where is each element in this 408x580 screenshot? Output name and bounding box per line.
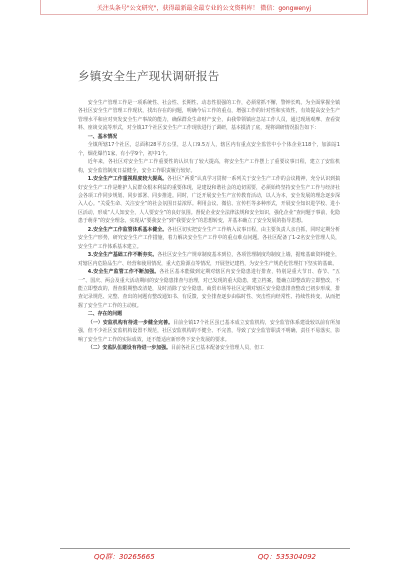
paragraph-lead: 3.安全生产基础工作不断夯实。 bbox=[87, 252, 158, 259]
qq-group-text: QQ群：30265665 bbox=[94, 552, 155, 561]
paragraph-lead: （一）安监机构有待进一步健全完善。 bbox=[87, 319, 174, 326]
header-banner: 关注头条号"公文研究"，获得最新最全最专业的公文资料库！ 微信：gongwenyj bbox=[40, 0, 368, 15]
paragraph-text: 全镇所辖17个社区，总面积28平方公里，总人口9.5万人，辖区内有重点安全监管中小个体企业118个，加油站1个，烟花爆竹1家，有小学9个，初中1个。 bbox=[78, 142, 340, 157]
section-heading bbox=[78, 133, 340, 141]
body-paragraph bbox=[78, 344, 340, 352]
body-paragraph bbox=[78, 319, 340, 344]
body-paragraph bbox=[78, 251, 340, 268]
body-paragraph bbox=[78, 226, 340, 251]
paragraph-lead: （二）安监队伍建设有待进一步加强。 bbox=[87, 345, 171, 352]
body-paragraph bbox=[78, 99, 340, 133]
qq-text: QQ：535304092 bbox=[257, 552, 316, 561]
paragraph-text: 各社区安全生产规章制度基本到位，各项管理制度均制度上墙，据账基础资料健全，对辖区内危险品生产、经营和使用情况，重大危险源点等情况，开展登记建档，为安全生产规范化管理打下坚实的基础。 bbox=[78, 252, 340, 267]
report-body bbox=[78, 99, 340, 353]
body-paragraph bbox=[78, 175, 340, 226]
body-paragraph bbox=[78, 141, 340, 158]
paragraph-lead: 4.安全生产监管工作不断加强。 bbox=[87, 269, 160, 276]
body-paragraph bbox=[78, 268, 340, 310]
paragraph-text: 目前全镇17个社区虽已基本成立安监机构，安全监管体系建设较以前有所加强，但不少社区安监机构设置不规范，社区安监机构的不健全、不完善，导致了安全监管职责不明确，责任不易落实，影响了安全生产工作的实际成效，还不能适应新形势下安全发展的要求。 bbox=[78, 319, 340, 343]
paragraph-text: 各社区基本能做到定期对辖区内安全隐患进行排查，特别是重大节日、春节、“五一”、国庆、两会及重大活动期间的安全隐患排查与治理，对已发现的重大隐患，建立档案，能确立即整改的立即整改，不能立即整改的，督查限期整改清楚，及时消除了安全隐患。商贸市场等社区定期对辖区安全隐患排查整改已初步形成，排查记录规范、完整、查出的问题有整改通知书、有反馈，安全排查逐步由临时性、突击性向经常性、持续性转变，从而把握了安全生产工作的主动权。 bbox=[78, 269, 341, 309]
paragraph-text: 目前各社区已基本配备安全管理人员，但工 bbox=[170, 345, 264, 352]
paragraph-text: 一、基本情况 bbox=[87, 133, 118, 140]
footer-contacts bbox=[60, 548, 350, 562]
paragraph-lead: 2.安全生产工作监管体系基本健全。 bbox=[87, 226, 168, 233]
section-heading bbox=[78, 310, 340, 318]
paragraph-text: 各社区切实把安全生产工作纳入议事日程，由主要负责人亲自抓，同时定期分析安全生产形势，研究安全生产工作措施，着力解决安全生产工作中的重点难点问题。各社区配备了1-2名安全管理人员，安全生产工作体系基本建立。 bbox=[78, 226, 340, 250]
body-paragraph bbox=[78, 158, 340, 175]
paragraph-text: 近年来，各社区对安全生产工作重要性的认识有了较大提高，将安全生产工作摆上了重要议事日程，建立了安监机构，安全监管制度日益健全，安全工作职责履行较好。 bbox=[78, 159, 340, 174]
page-title: 乡镇安全生产现状调研报告 bbox=[78, 69, 220, 83]
paragraph-text: 安全生产管理工作是一项系统性、社会性、长期性、动态性很强的工作，必须常抓不懈，警钟长鸣。为全面掌握全镇各社区安全生产管理工作现状，找出存在的问题，明确今后工作的重点，增强工作的针对性和实效性，有效提高安全生产管理水平和应对突发安全生产事故的能力，确保群众生命财产安全，由我带领镇应急站工作人员，通过现场观摩、查看资料、座谈交流等形式，对全镇17个社区安全生产工作现状进行了调研，基本摸清了底，现将调研情况报告如下： bbox=[78, 100, 340, 132]
paragraph-text: 各社区“两委”认真学习贯彻一系列关于安全生产工作的会议精神，充分认识到搞好安全生产工作是维护人民群众根本利益的重要体现，是建设和谐社会的迫切需要，必须始终坚持安全生产工作与经济社会各项工作同步规划、同步部署、同步推进。同时，广泛开展安全生产宣传教育活动，以人为本，安全发展的理念逐步深入人心。“关爱生命、关注安全”的社会氛围日益浓厚。利用会议、微信、宣传栏等多种形式，开展安全知识进学校、进小区活动，形成“人人知安全，人人要安全”的良好氛围。督促企业安全法律法规和安全知识，强化企业“查问题于事前，化隐患于萌芽”的安全理念，实现从“要我安全”到“我要安全”的思想转变，并基本确立了安全发展的指导思想。 bbox=[78, 176, 340, 225]
paragraph-lead: 1.安全生产工作重视程度较大提高。 bbox=[87, 176, 168, 183]
paragraph-text: 二、存在的问题 bbox=[87, 311, 123, 318]
